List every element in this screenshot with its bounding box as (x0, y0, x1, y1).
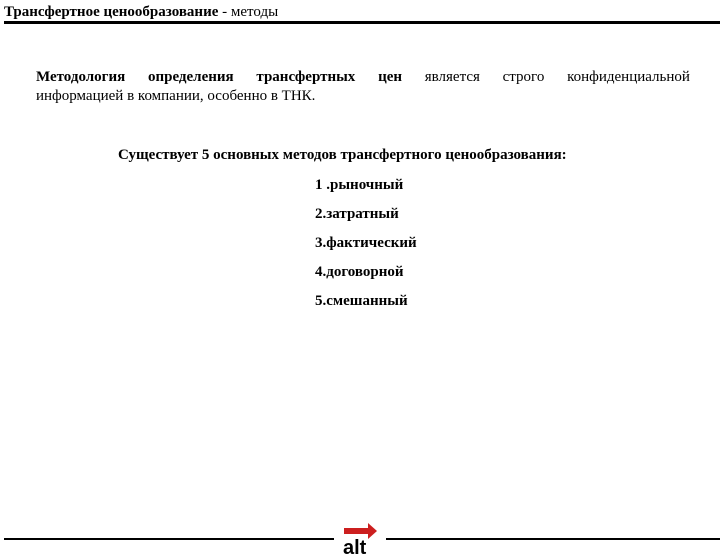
intro-line-2: информацией в компании, особенно в ТНК. (36, 88, 316, 104)
method-item: 3.фактический (315, 235, 417, 251)
title-divider (4, 21, 720, 24)
method-item: 2.затратный (315, 206, 399, 222)
footer-divider-left (4, 538, 334, 540)
footer-divider-right (386, 538, 720, 540)
intro-word: конфиденциальной (567, 69, 690, 85)
intro-word: трансфертных (256, 69, 356, 85)
intro-word: строго (502, 69, 545, 85)
methods-list (315, 176, 417, 321)
intro-word: определения (147, 69, 234, 85)
method-item: 4.договорной (315, 264, 404, 280)
intro-line-1 (36, 68, 690, 87)
intro-word: является (424, 69, 480, 85)
slide-title (4, 3, 278, 21)
slide-title-bold: Трансфертное ценообразование (4, 4, 219, 20)
method-item: 1 .рыночный (315, 177, 404, 193)
intro-word: цен (378, 69, 403, 85)
logo-text: alt (343, 537, 367, 555)
intro-word: Методология (36, 69, 126, 85)
methods-heading: Существует 5 основных методов трансфертного ценообразования: (118, 147, 567, 163)
slide-title-rest: - методы (218, 4, 279, 20)
intro-paragraph (36, 68, 690, 106)
method-item: 5.смешанный (315, 293, 408, 309)
alt-logo (340, 520, 380, 555)
